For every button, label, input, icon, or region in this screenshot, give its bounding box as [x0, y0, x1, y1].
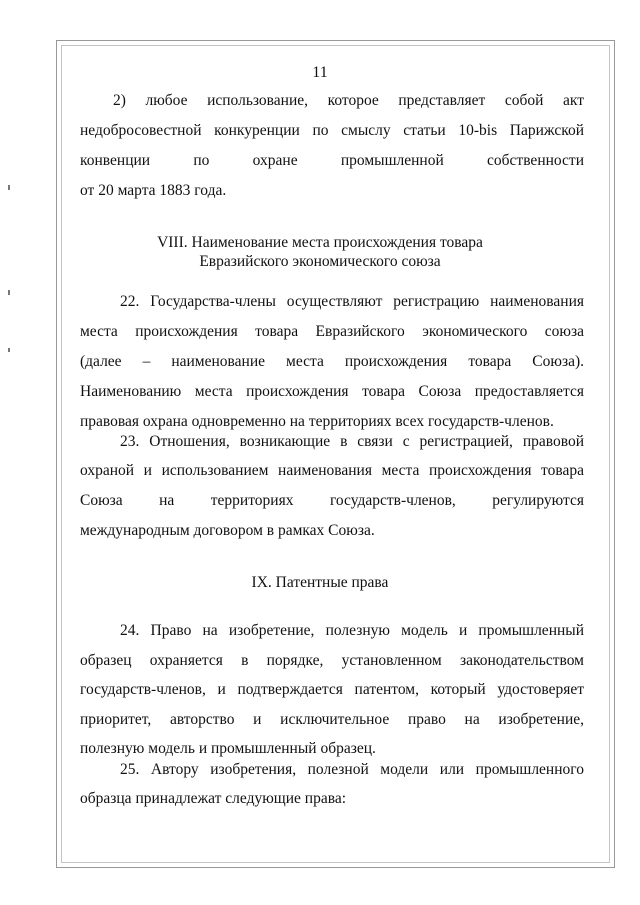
page-number: 11 [312, 64, 328, 81]
text-line: от 20 марта 1883 года. [80, 182, 227, 199]
section-heading-viii-line1: VIII. Наименование места происхождения товара [157, 234, 483, 251]
paragraph-22-line: Наименованию места происхождения товара Союза предоставляется [80, 383, 584, 400]
paragraph-24-line: государств-членов, и подтверждается патентом, который удостоверяет [80, 681, 584, 698]
text-line: недобросовестной конкуренции по смыслу статьи 10-bis Парижской [80, 122, 584, 139]
paragraph-22-line: места происхождения товара Евразийского экономического союза [80, 323, 584, 340]
paragraph-23-line: международным договором в рамках Союза. [80, 522, 375, 539]
paragraph-23-line: 23. Отношения, возникающие в связи с регистрацией, правовой [120, 433, 584, 450]
paragraph-24-line: приоритет, авторство и исключительное право на изобретение, [80, 711, 584, 728]
paragraph-24-line: 24. Право на изобретение, полезную модель и промышленный [120, 622, 584, 639]
paragraph-25-line: образца принадлежат следующие права: [80, 790, 347, 807]
text-line: конвенции по охране промышленной собственности [80, 152, 584, 169]
paragraph-23-line: охраной и использованием наименования места происхождения товара [80, 462, 584, 479]
text-line: 2) любое использование, которое представляет собой акт [113, 92, 584, 109]
section-heading-ix: IX. Патентные права [251, 574, 389, 591]
paragraph-25-line: 25. Автору изобретения, полезной модели или промышленного [120, 761, 584, 778]
section-heading-viii-line2: Евразийского экономического союза [199, 253, 441, 270]
paragraph-24-line: образец охраняется в порядке, установленном законодательством [80, 652, 584, 669]
paragraph-22-line: (далее – наименование места происхождения товара Союза). [80, 353, 584, 370]
scan-mark [8, 290, 10, 295]
scan-mark [8, 185, 10, 190]
paragraph-24-line: полезную модель и промышленный образец. [80, 740, 376, 757]
paragraph-22-line: 22. Государства-члены осуществляют регистрацию наименования [120, 293, 584, 310]
scan-mark [8, 348, 10, 352]
paragraph-23-line: Союза на территориях государств-членов, регулируются [80, 492, 584, 509]
paragraph-22-line: правовая охрана одновременно на территориях всех государств-членов. [80, 413, 554, 430]
